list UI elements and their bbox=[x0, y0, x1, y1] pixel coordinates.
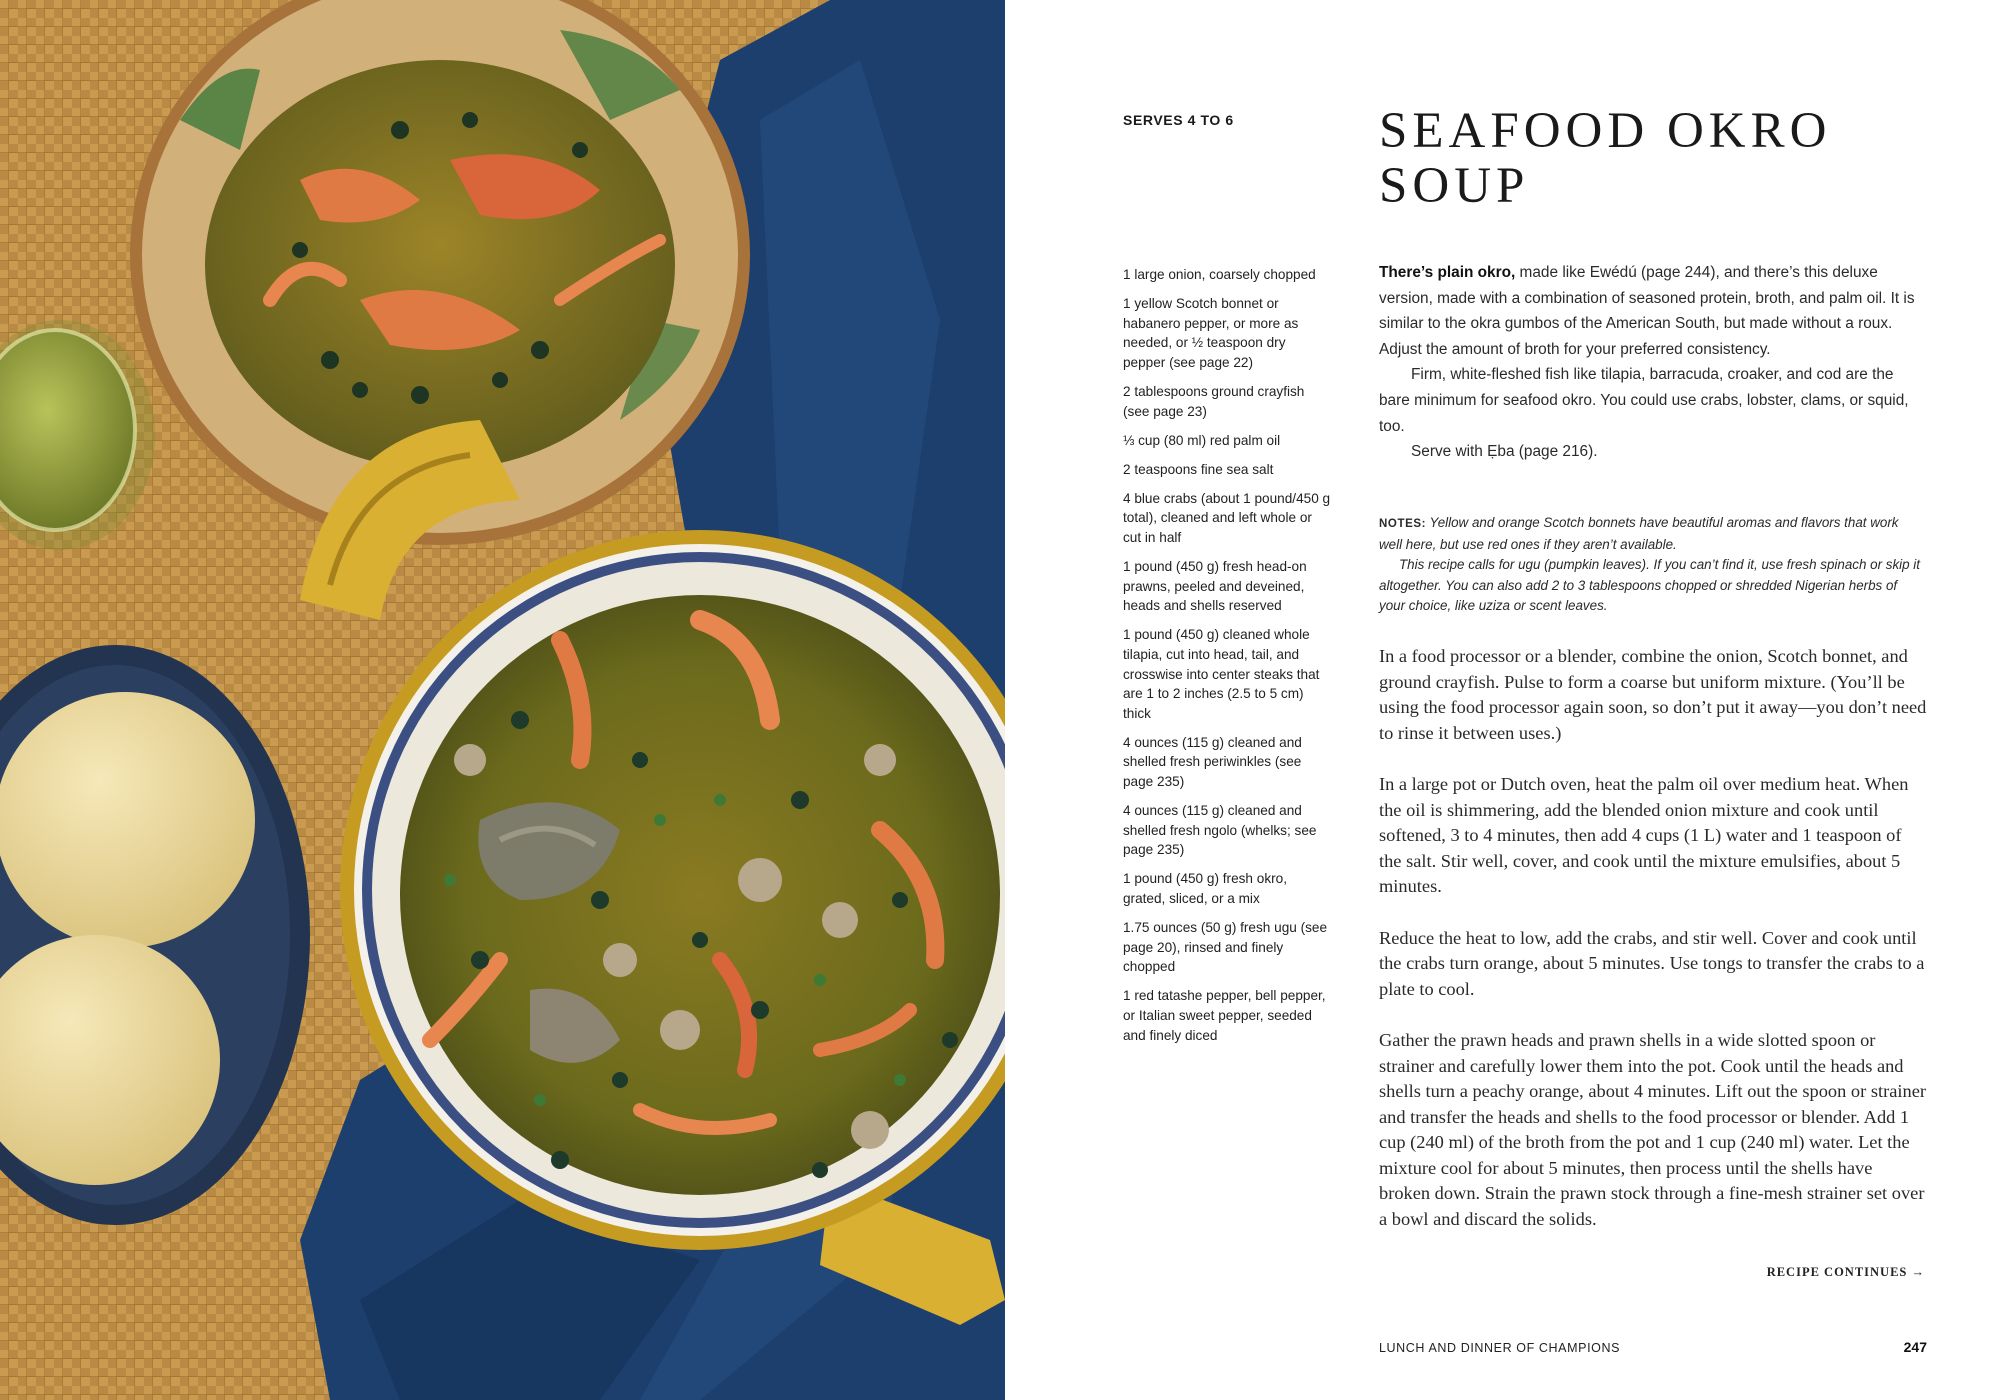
headnote-lead: There’s plain okro, bbox=[1379, 264, 1516, 281]
ingredient-item: 1 large onion, coarsely chopped bbox=[1123, 267, 1316, 282]
ingredient-item: 4 ounces (115 g) cleaned and shelled fresh periwinkles (see page 235) bbox=[1123, 734, 1302, 790]
ingredient-item: 1 red tatashe pepper, bell pepper, or Italian sweet pepper, seeded and finely diced bbox=[1123, 988, 1326, 1043]
recipe-continues-label: RECIPE CONTINUES → bbox=[1766, 1265, 1925, 1279]
note-text: Yellow and orange Scotch bonnets have beautiful aromas and flavors that work well here, but use red ones if they aren’t available. bbox=[1379, 515, 1899, 552]
title-line-2: SOUP bbox=[1379, 158, 1530, 214]
okro-soup bbox=[400, 595, 1000, 1195]
ingredient-item: 1 pound (450 g) fresh head-on prawns, peeled and deveined, heads and shells reserved bbox=[1123, 559, 1307, 614]
chapter-footer: LUNCH AND DINNER OF CHAMPIONS bbox=[1379, 1341, 1621, 1355]
method-step: In a food processor or a blender, combine the onion, Scotch bonnet, and ground crayfish. Pulse to form a coarse but uniform mixture. (You’ll be using the food processor again soon, so don’t put it away—you don’t need to rinse it between uses.) bbox=[1379, 646, 1927, 743]
ingredient-item: 1 pound (450 g) fresh okro, grated, sliced, or a mix bbox=[1123, 871, 1287, 907]
ingredient-item: 2 teaspoons fine sea salt bbox=[1123, 461, 1274, 477]
recipe-page bbox=[1005, 0, 2000, 1400]
ingredient-item: 1 yellow Scotch bonnet or habanero pepper, or more as needed, or ½ teaspoon dry pepper (see page 22) bbox=[1123, 296, 1299, 370]
ingredient-item: 1.75 ounces (50 g) fresh ugu (see page 20), rinsed and finely chopped bbox=[1123, 920, 1328, 975]
headnote bbox=[1379, 260, 1924, 465]
ingredient-item: 2 tablespoons ground crayfish (see page 23) bbox=[1123, 383, 1305, 419]
method-step: Reduce the heat to low, add the crabs, and stir well. Cover and cook until the crabs turn orange, about 5 minutes. Use tongs to transfer the crabs to a plate to cool. bbox=[1379, 927, 1925, 999]
swallow-ball-top bbox=[0, 692, 255, 948]
ingredient-item: 1 pound (450 g) cleaned whole tilapia, cut into head, tail, and crosswise into center steaks that are 1 to 2 inches (2.5 to 5 cm) thick bbox=[1123, 627, 1320, 721]
notes-label: NOTES: bbox=[1379, 518, 1427, 530]
recipe-notes bbox=[1379, 513, 1924, 617]
ingredients-list bbox=[1123, 265, 1331, 1055]
method-steps bbox=[1379, 644, 1927, 1258]
note-paragraph bbox=[1379, 513, 1924, 555]
page-number: 247 bbox=[1903, 1339, 1927, 1355]
title-line-1: SEAFOOD OKRO bbox=[1379, 103, 1832, 159]
note-paragraph: This recipe calls for ugu (pumpkin leaves). If you can’t find it, use fresh spinach or skip it altogether. You can also add 2 to 3 tablespoons chopped or shredded Nigerian herbs of your choice, like uziza or scent leaves. bbox=[1379, 557, 1920, 614]
ingredient-item: 4 ounces (115 g) cleaned and shelled fresh ngolo (whelks; see page 235) bbox=[1123, 803, 1317, 858]
serves-label: SERVES 4 TO 6 bbox=[1123, 112, 1234, 128]
recipe-title bbox=[1379, 104, 1939, 214]
headnote-paragraph: Serve with Ẹba (page 216). bbox=[1411, 443, 1598, 461]
ingredient-item: 4 blue crabs (about 1 pound/450 g total), cleaned and left whole or cut in half bbox=[1123, 490, 1331, 546]
headnote-text: made like Ewédú (page 244), and there’s this deluxe version, made with a combination of seasoned protein, broth, and palm oil. It is similar to the okra gumbos of the American South, but made without a roux. Adjust the amount of broth for your preferred consistency. bbox=[1379, 264, 1915, 358]
headnote-paragraph: Firm, white-fleshed fish like tilapia, barracuda, croaker, and cod are the bare minimum for seafood okro. You could use crabs, lobster, clams, or squid, too. bbox=[1379, 366, 1909, 435]
headnote-paragraph bbox=[1379, 260, 1924, 362]
method-step: Gather the prawn heads and prawn shells in a wide slotted spoon or strainer and carefully lower them into the pot. Cook until the heads and shells turn a peachy orange, about 4 minutes. Lift out the spoon or strainer and transfer the heads and shells to the food processor or blender. Add 1 cup (240 ml) of the broth from the pot and 1 cup (240 ml) water. Let the mixture cool for about 5 minutes, then process until the shells have broken down. Strain the prawn stock through a fine-mesh strainer set over a bowl and discard the solids. bbox=[1379, 1029, 1926, 1230]
ingredient-item: ⅓ cup (80 ml) red palm oil bbox=[1123, 432, 1281, 448]
method-step: In a large pot or Dutch oven, heat the palm oil over medium heat. When the oil is shimmering, add the blended onion mixture and cook until softened, 3 to 4 minutes, then add 4 cups (1 L) water and 1 teaspoon of the salt. Stir well, cover, and cook until the mixture emulsifies, about 5 minutes. bbox=[1379, 773, 1909, 897]
